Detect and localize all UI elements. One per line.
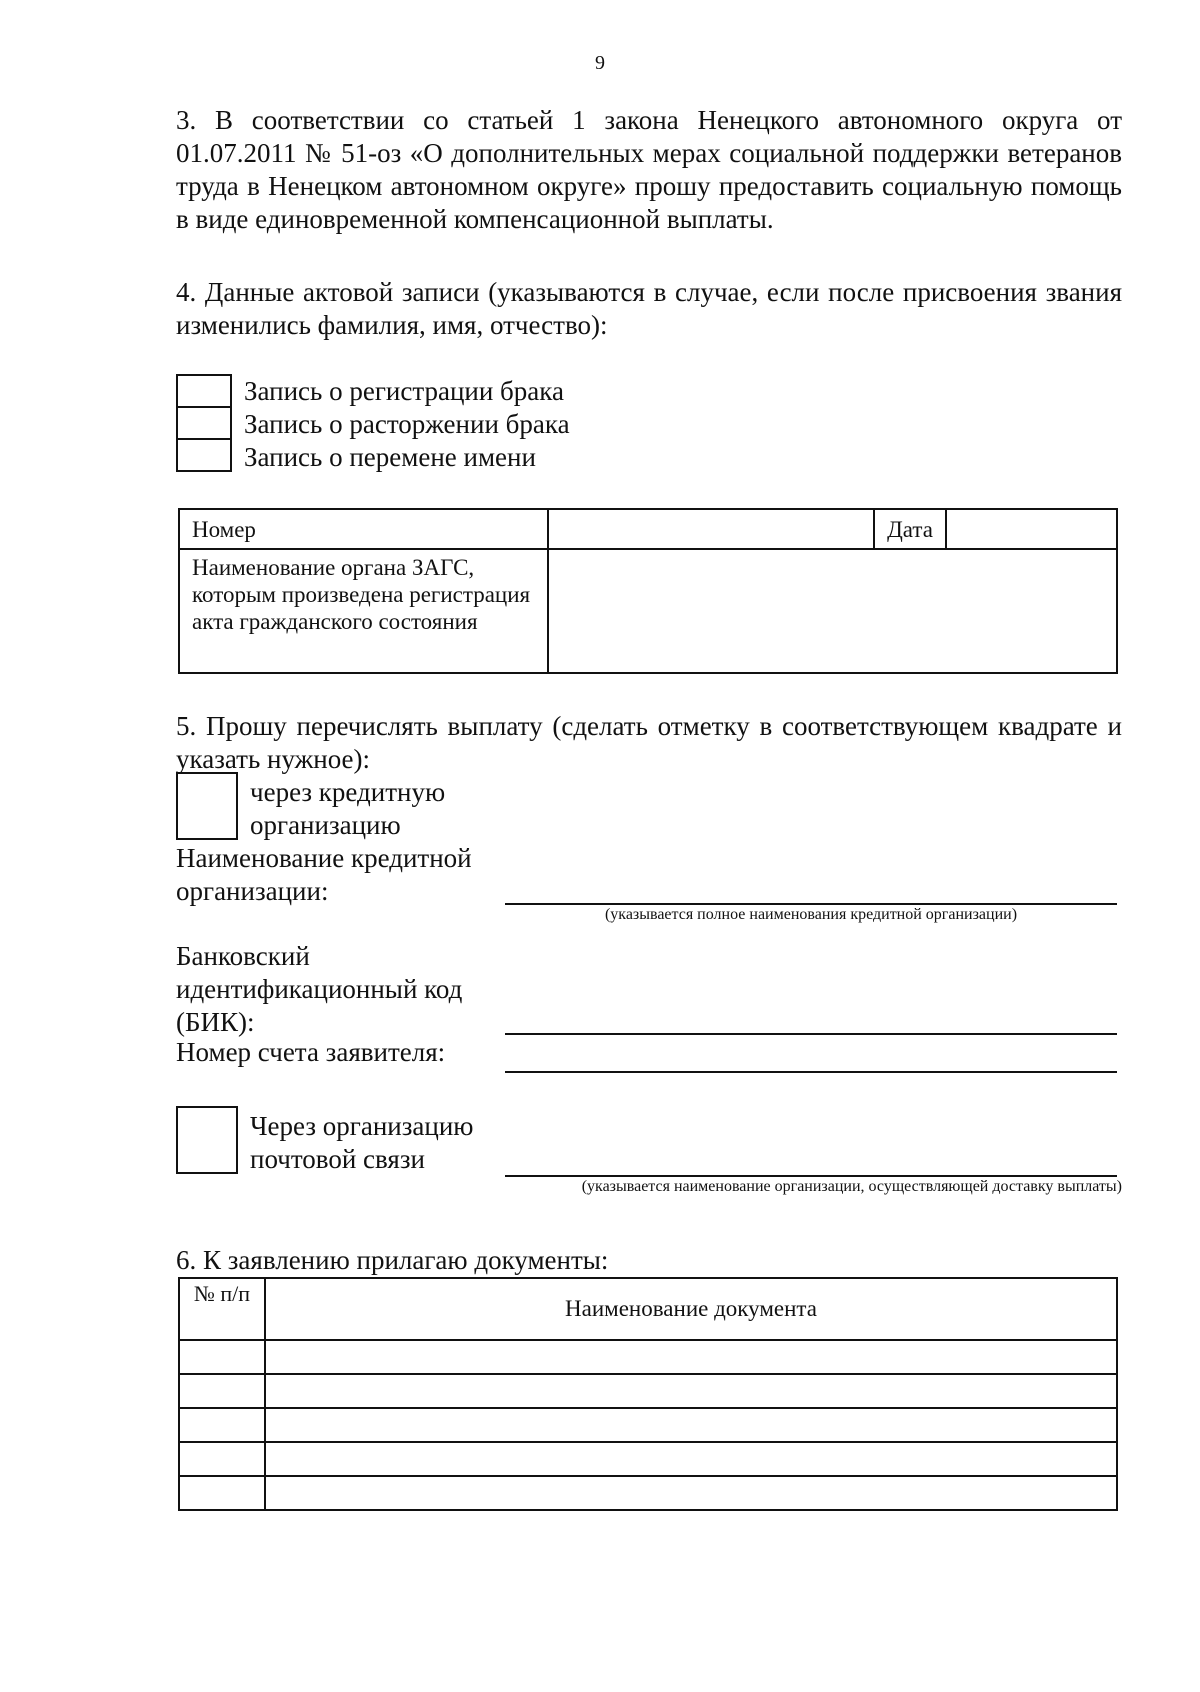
credit-name-label: Наименование кредитной организации: xyxy=(176,843,472,906)
post-organization-field[interactable] xyxy=(505,1175,1117,1177)
option-divorce-label: Запись о расторжении брака xyxy=(244,409,570,439)
option-post-organization-label: Через организацию почтовой связи xyxy=(250,1111,474,1174)
number-label: Номер xyxy=(179,509,548,549)
civil-record-table xyxy=(178,508,1118,674)
account-label: Номер счета заявителя: xyxy=(176,1037,446,1067)
checkbox-name-change[interactable] xyxy=(176,438,232,472)
doc-num-cell[interactable] xyxy=(179,1340,265,1374)
credit-name-caption: (указывается полное наименования кредитной организации) xyxy=(604,906,1018,923)
page-number: 9 xyxy=(595,52,605,74)
doc-num-cell[interactable] xyxy=(179,1476,265,1510)
checkbox-marriage[interactable] xyxy=(176,374,232,408)
doc-name-cell[interactable] xyxy=(265,1476,1117,1510)
option-marriage-label: Запись о регистрации брака xyxy=(244,376,564,406)
option-name-change-label: Запись о перемене имени xyxy=(244,442,536,472)
date-input-cell[interactable] xyxy=(946,509,1117,549)
checkbox-post-organization[interactable] xyxy=(176,1106,238,1174)
checkbox-divorce[interactable] xyxy=(176,406,232,440)
zags-label: Наименование органа ЗАГС, которым произведена регистрация акта гражданского состояния xyxy=(179,549,548,673)
doc-name-cell[interactable] xyxy=(265,1442,1117,1476)
doc-name-cell[interactable] xyxy=(265,1408,1117,1442)
bik-label: Банковский идентификационный код (БИК): xyxy=(176,941,463,1037)
documents-table xyxy=(178,1277,1118,1511)
section-3-text: 3. В соответствии со статьей 1 закона Ненецкого автономного округа от 01.07.2011 № 51-оз «О дополнительных мерах социальной поддержки ветеранов труда в Ненецком автономном округе» прошу предоставить социальную помощь в виде единовременной компенсационной выплаты. xyxy=(176,105,1122,234)
doc-name-cell[interactable] xyxy=(265,1340,1117,1374)
section-5-text: 5. Прошу перечислять выплату (сделать отметку в соответствующем квадрате и указать нужное): xyxy=(176,711,1122,774)
credit-name-field[interactable] xyxy=(505,903,1117,905)
col-num-header: № п/п xyxy=(179,1278,265,1340)
doc-name-cell[interactable] xyxy=(265,1374,1117,1408)
number-input-cell[interactable] xyxy=(548,509,874,549)
post-organization-caption: (указывается наименование организации, осуществляющей доставку выплаты) xyxy=(581,1178,1122,1195)
section-4-text: 4. Данные актовой записи (указываются в случае, если после присвоения звания изменились фамилия, имя, отчество): xyxy=(176,277,1122,340)
doc-num-cell[interactable] xyxy=(179,1442,265,1476)
col-name-header: Наименование документа xyxy=(265,1278,1117,1340)
checkbox-credit-organization[interactable] xyxy=(176,772,238,840)
option-credit-organization-label: через кредитную организацию xyxy=(250,777,446,840)
account-field[interactable] xyxy=(505,1071,1117,1073)
zags-input-cell[interactable] xyxy=(548,549,1117,673)
bik-field[interactable] xyxy=(505,1033,1117,1035)
section-6-text: 6. К заявлению прилагаю документы: xyxy=(176,1245,609,1275)
doc-num-cell[interactable] xyxy=(179,1408,265,1442)
date-label: Дата xyxy=(874,509,946,549)
doc-num-cell[interactable] xyxy=(179,1374,265,1408)
